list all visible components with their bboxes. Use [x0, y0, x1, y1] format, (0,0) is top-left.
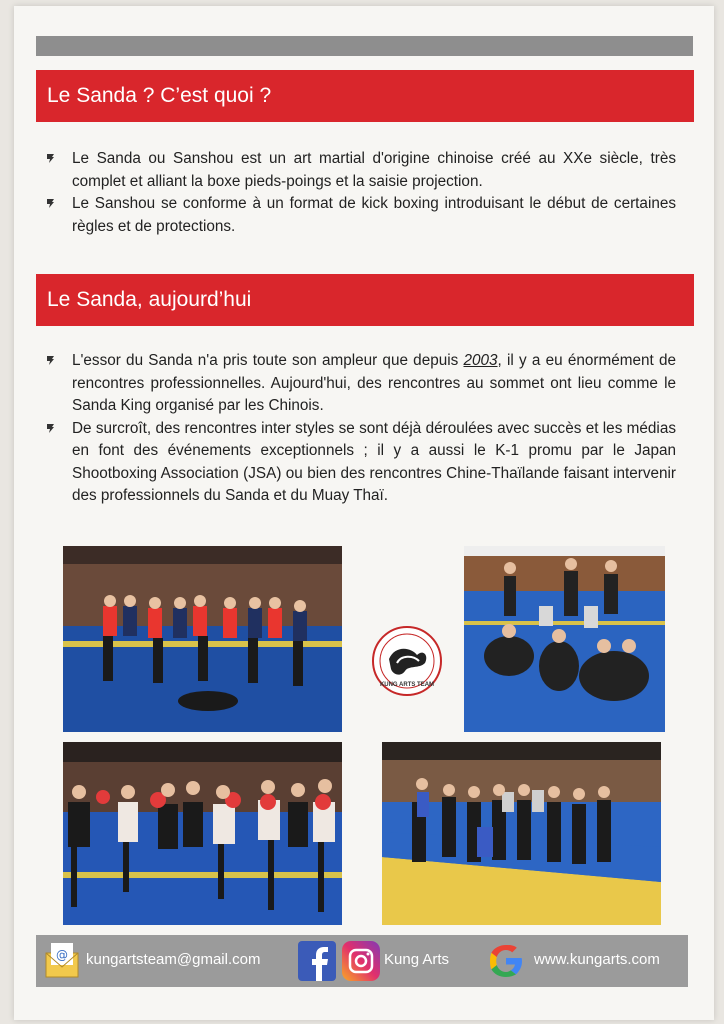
- photo-boxing-kids: [63, 742, 342, 925]
- list-item: L'essor du Sanda n'a pris toute son ampleur que depuis 2003, il y a eu énormément de rencontres professionnelles. Aujourd'hui, des rencontres au sommet ont lieu comme le Sanda King organisé par les Chinois.: [44, 350, 676, 418]
- footer-website[interactable]: www.kungarts.com: [534, 951, 660, 968]
- list-item: De surcroît, des rencontres inter styles se sont déjà déroulées avec succès et les médias en font des événements exceptionnels ; il y a aussi le K-1 promu par le Japan Shootboxing Association (JSA) ou bien des rencontres Chine-Thaïlande faisant intervenir des professionnels du Sanda et du Muay Thaï.: [44, 418, 676, 508]
- top-divider-bar: [36, 36, 693, 56]
- year-2003: 2003: [463, 352, 498, 369]
- facebook-icon[interactable]: [298, 941, 336, 981]
- section-title-sanda-today: Le Sanda, aujourd’hui: [36, 274, 694, 326]
- svg-text:@: @: [56, 948, 68, 962]
- kung-arts-team-logo: [371, 625, 443, 697]
- instagram-icon[interactable]: [342, 941, 380, 981]
- photo-kids-group: [63, 546, 342, 732]
- logo-text: KUNG ARTS TEAM: [379, 682, 435, 688]
- footer-email[interactable]: kungartsteam@gmail.com: [86, 951, 261, 968]
- section1-bullets: [44, 148, 676, 238]
- contact-footer: [36, 935, 688, 987]
- bullet-icon: [46, 423, 55, 434]
- bullet-icon: [46, 355, 55, 366]
- list-item: Le Sanshou se conforme à un format de kick boxing introduisant le début de certaines règles et de protections.: [44, 193, 676, 238]
- footer-social[interactable]: Kung Arts: [384, 951, 450, 968]
- bullet-icon: [46, 198, 55, 209]
- section2-bullets: [44, 350, 676, 508]
- section-title-what-is-sanda: Le Sanda ? C’est quoi ?: [36, 70, 694, 122]
- bullet-icon: [46, 153, 55, 164]
- email-icon: [44, 941, 80, 979]
- google-icon[interactable]: [486, 941, 526, 981]
- photo-women-group: [464, 546, 665, 732]
- photo-adults-group: [382, 742, 661, 925]
- list-item: Le Sanda ou Sanshou est un art martial d'origine chinoise créé au XXe siècle, très complet et alliant la boxe pieds-poings et la saisie projection.: [44, 148, 676, 193]
